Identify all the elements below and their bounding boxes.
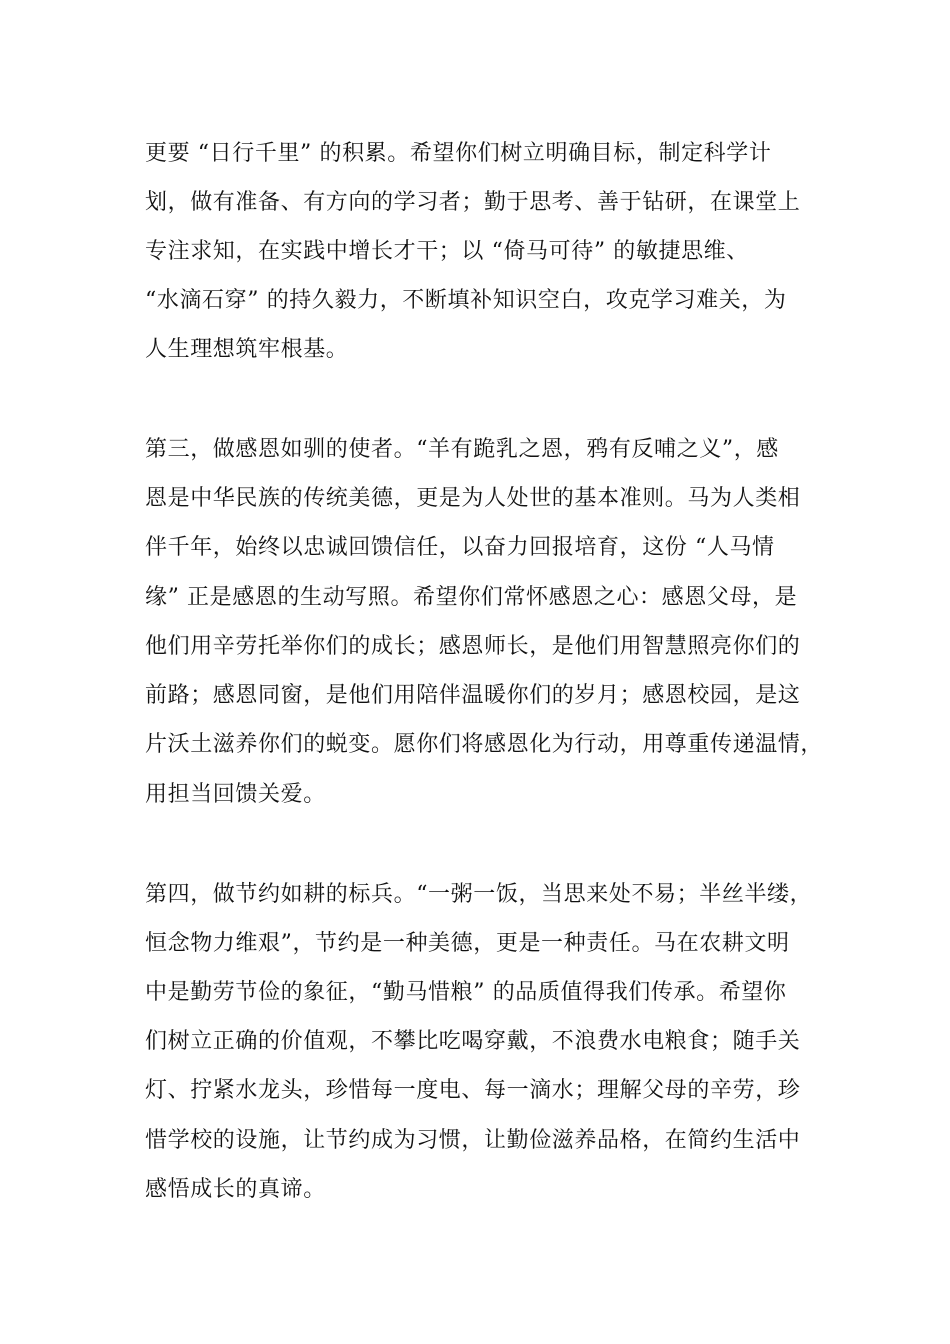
paragraph-3-line-3: 中是勤劳节俭的象征，“勤马惜粮” 的品质值得我们传承。希望你	[145, 980, 787, 1005]
paragraph-3-line-5: 灯、拧紧水龙头，珍惜每一度电、每一滴水；理解父母的辛劳，珍	[145, 1078, 801, 1103]
paragraph-3-line-7: 感悟成长的真谛。	[145, 1177, 326, 1202]
paragraph-1-line-3: 专注求知，在实践中增长才干；以 “倚马可待” 的敏捷思维、	[145, 239, 749, 264]
paragraph-2-line-7: 片沃土滋养你们的蜕变。愿你们将感恩化为行动，用尊重传递温情，	[145, 732, 824, 757]
paragraph-1-line-1: 更要 “日行千里” 的积累。希望你们树立明确目标，制定科学计	[145, 141, 772, 166]
paragraph-2-line-5: 他们用辛劳托举你们的成长；感恩师长，是他们用智慧照亮你们的	[145, 634, 801, 659]
paragraph-3-line-6: 惜学校的设施，让节约成为习惯，让勤俭滋养品格，在简约生活中	[145, 1128, 801, 1153]
paragraph-2-line-6: 前路；感恩同窗，是他们用陪伴温暖你们的岁月；感恩校园，是这	[145, 683, 801, 708]
paragraph-3-line-2: 恒念物力维艰”，节约是一种美德，更是一种责任。马在农耕文明	[145, 931, 790, 956]
paragraph-2-line-1: 第三，做感恩如驯的使者。“羊有跪乳之恩，鸦有反哺之义”，感	[145, 437, 779, 462]
paragraph-2-line-8: 用担当回馈关爱。	[145, 782, 326, 807]
paragraph-2-line-2: 恩是中华民族的传统美德，更是为人处世的基本准则。马为人类相	[145, 486, 801, 511]
paragraph-2-line-4: 缘” 正是感恩的生动写照。希望你们常怀感恩之心：感恩父母，是	[145, 585, 798, 610]
paragraph-1-line-4: “水滴石穿” 的持久毅力，不断填补知识空白，攻克学习难关，为	[145, 288, 787, 313]
paragraph-1-line-5: 人生理想筑牢根基。	[145, 337, 349, 362]
paragraph-3-line-4: 们树立正确的价值观，不攀比吃喝穿戴，不浪费水电粮食；随手关	[145, 1029, 801, 1054]
paragraph-3-line-1: 第四，做节约如耕的标兵。“一粥一饭，当思来处不易；半丝半缕，	[145, 882, 813, 907]
paragraph-1-line-2: 划，做有准备、有方向的学习者；勤于思考、善于钻研，在课堂上	[145, 190, 801, 215]
paragraph-2-line-3: 伴千年，始终以忠诚回馈信任，以奋力回报培育，这份 “人马情	[145, 535, 775, 560]
